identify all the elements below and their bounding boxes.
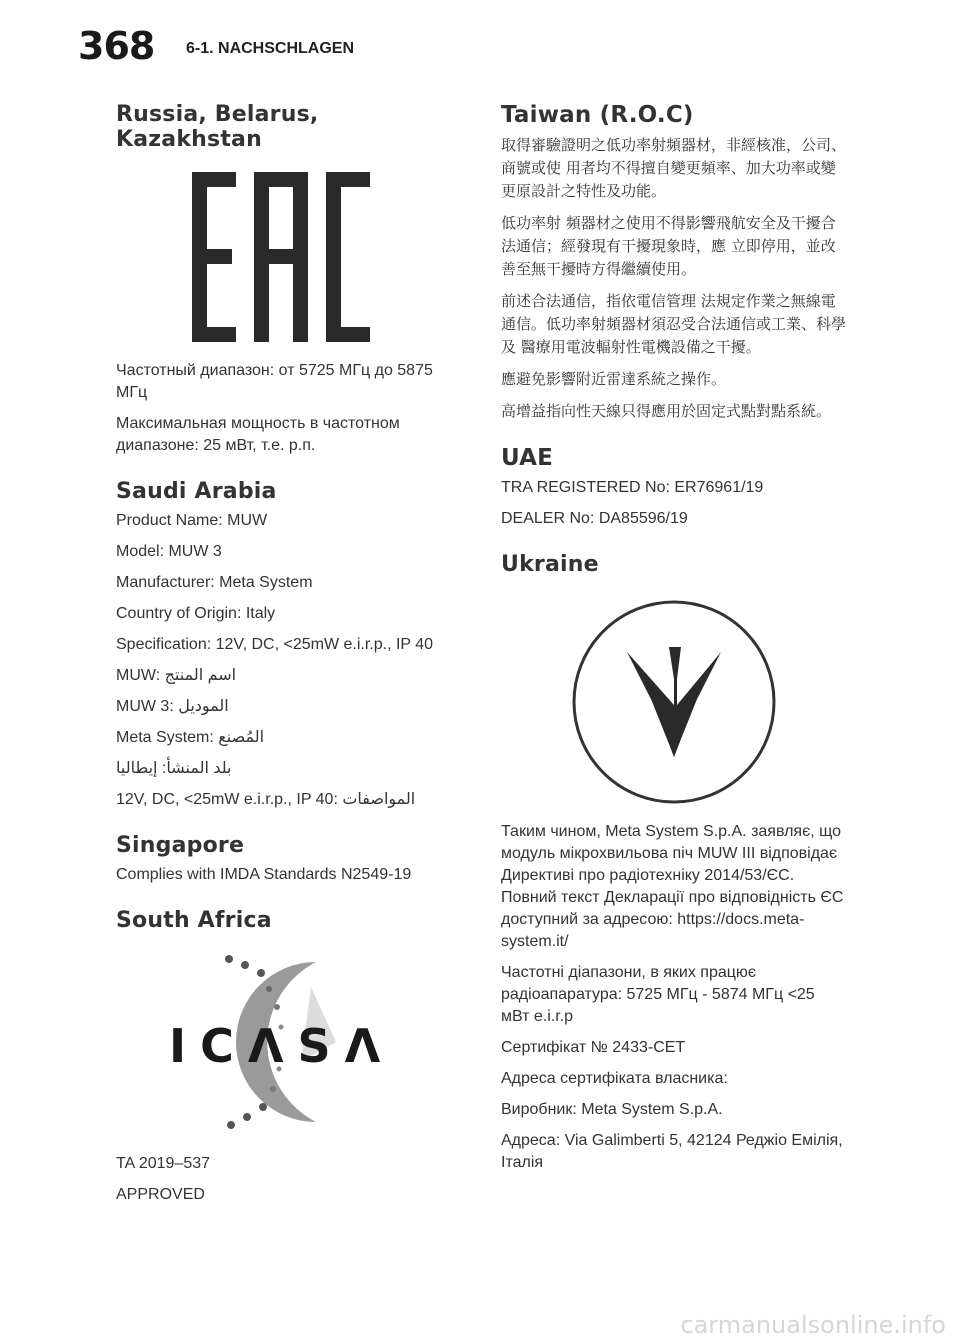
saudi-text-3: Manufacturer: Meta System xyxy=(116,574,313,591)
section-singapore xyxy=(116,833,446,886)
ukraine-text-4: Адреса сертифіката власника: xyxy=(501,1070,728,1087)
right-column xyxy=(501,102,846,1196)
taiwan-text-1: 取得審驗證明之低功率射頻器材，非經核准，公司、商號或使 用者均不得擅自變更頻率、加大功率或變更原設計之特性及功能。 xyxy=(501,136,847,200)
saudi-text-8: Meta System: المُصنع xyxy=(116,729,265,746)
eac-logo xyxy=(116,172,446,342)
chapter-title: 6-1. NACHSCHLAGEN xyxy=(186,40,355,57)
taiwan-text-5: 高增益指向性天線只得應用於固定式點對點系統。 xyxy=(501,402,832,420)
ukraine-conformity-icon xyxy=(569,597,779,807)
ukraine-text-5: Виробник: Meta System S.p.A. xyxy=(501,1101,723,1118)
uae-text-1: TRA REGISTERED No: ER76961/19 xyxy=(501,479,764,496)
page-number: 368 xyxy=(78,24,155,68)
section-title-ukraine: Ukraine xyxy=(501,552,599,577)
section-south-africa xyxy=(116,908,446,1206)
section-title-south-africa: South Africa xyxy=(116,908,272,933)
saudi-text-4: Country of Origin: Italy xyxy=(116,605,276,622)
taiwan-text-3: 前述合法通信，指依電信管理 法規定作業之無線電通信。低功率射頻器材須忍受合法通信或工業、科學及 醫療用電波輻射性電機設備之干擾。 xyxy=(501,292,847,356)
section-russia xyxy=(116,102,446,457)
saudi-text-2: Model: MUW 3 xyxy=(116,543,222,560)
south-africa-text-2: APPROVED xyxy=(116,1186,205,1203)
taiwan-text-4: 應避免影響附近雷達系統之操作。 xyxy=(501,370,727,388)
icasa-logo-icon xyxy=(161,947,401,1137)
saudi-text-6: MUW: اسم المنتج xyxy=(116,667,237,684)
ukraine-text-1: Таким чином, Meta System S.p.A. заявляє, що модуль мікрохвильова піч MUW III відповідає Директиві про радіотехніку 2014/53/ЄС. Повний текст Декларації про відповідність ЄС доступний за адресою: https://docs.meta-system.it/ xyxy=(501,823,844,950)
section-ukraine xyxy=(501,552,846,1174)
section-uae xyxy=(501,445,846,530)
uae-text-2: DEALER No: DA85596/19 xyxy=(501,510,688,527)
icasa-logo xyxy=(116,947,446,1137)
singapore-text-1: Complies with IMDA Standards N2549-19 xyxy=(116,866,412,883)
watermark-text: carmanualsonline.info xyxy=(680,1311,946,1339)
section-title-taiwan: Taiwan (R.O.C) xyxy=(501,102,694,128)
section-saudi-arabia xyxy=(116,479,446,811)
section-title-singapore: Singapore xyxy=(116,833,245,858)
russia-text-2: Максимальная мощность в частотном диапазоне: 25 мВт, т.е. р.п. xyxy=(116,415,400,454)
ukraine-text-3: Сертифікат № 2433-CET xyxy=(501,1039,686,1056)
section-taiwan xyxy=(501,102,846,423)
section-title-uae: UAE xyxy=(501,445,554,471)
saudi-text-9: بلد المنشأ: إيطاليا xyxy=(116,760,232,777)
russia-text-1: Частотный диапазон: от 5725 МГц до 5875 МГц xyxy=(116,362,433,401)
ukraine-text-6: Адреса: Via Galimberti 5, 42124 Реджіо Емілія, Італія xyxy=(501,1132,843,1171)
section-title-russia: Russia, Belarus, Kazakhstan xyxy=(116,102,319,152)
saudi-text-10: 12V, DC, <25mW e.i.r.p., IP 40: المواصفات xyxy=(116,791,416,808)
saudi-text-5: Specification: 12V, DC, <25mW e.i.r.p., IP 40 xyxy=(116,636,434,653)
taiwan-text-2: 低功率射 頻器材之使用不得影響飛航安全及干擾合法通信；經發現有干擾現象時，應 立即停用，並改善至無干擾時方得繼續使用。 xyxy=(501,214,836,278)
section-title-saudi: Saudi Arabia xyxy=(116,479,277,504)
south-africa-text-1: TA 2019–537 xyxy=(116,1155,211,1172)
ukraine-conformity-logo xyxy=(501,597,846,807)
saudi-text-7: MUW 3: الموديل xyxy=(116,698,229,715)
left-column xyxy=(116,102,446,1228)
svg-text:ICΛSΛ: ICΛSΛ xyxy=(169,1019,395,1073)
ukraine-text-2: Частотні діапазони, в яких працює радіоапаратура: 5725 МГц - 5874 МГц <25 мВт e.i.r.p xyxy=(501,964,815,1025)
page-header xyxy=(0,0,960,80)
saudi-text-1: Product Name: MUW xyxy=(116,512,268,529)
eac-logo-icon xyxy=(186,172,376,342)
